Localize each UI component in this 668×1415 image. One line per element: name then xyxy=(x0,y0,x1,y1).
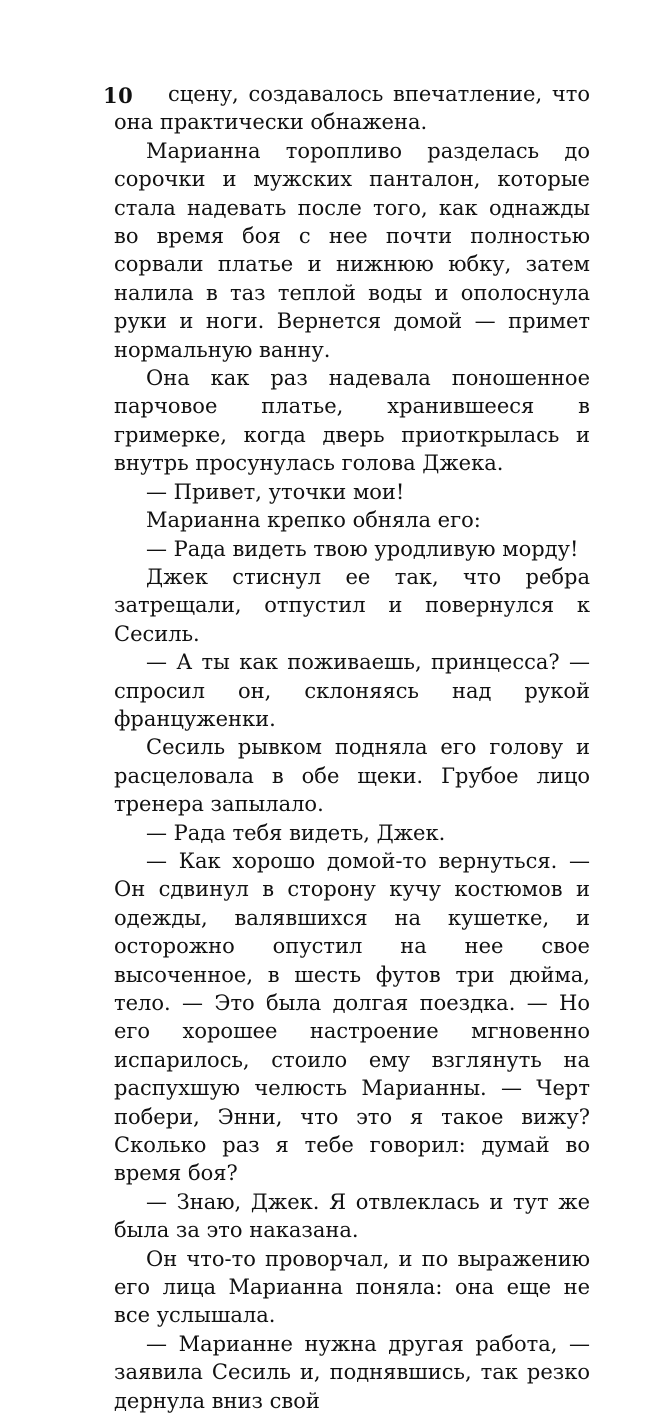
paragraph: Джек стиснул ее так, что ребра затрещали, отпустил и повернулся к Сесиль. xyxy=(114,564,590,646)
paragraph: — Марианне нужна другая работа, — заявила Сесиль и, поднявшись, так резко дернула вниз свой xyxy=(114,1331,590,1413)
paragraph: сцену, создавалось впечатление, что она практически обнажена. xyxy=(114,82,590,135)
paragraph: — Знаю, Джек. Я отвлеклась и тут же была за это наказана. xyxy=(114,1189,590,1243)
paragraph: Марианна торопливо разделась до сорочки и мужских панталон, которые стала надевать после того, как однажды во время боя с нее почти полностью сорвали платье и нижнюю юбку, затем налила в таз теплой воды и ополоснула руки и ноги. Вернется домой — примет нормальную ванну. xyxy=(114,138,590,362)
paragraph: — Привет, уточки мои! xyxy=(146,479,405,504)
body-text xyxy=(114,80,590,1415)
paragraph: — Рада видеть твою уродливую морду! xyxy=(146,536,579,561)
paragraph: Она как раз надевала поношенное парчовое платье, хранившееся в гримерке, когда дверь приоткрылась и внутрь просунулась голова Джека. xyxy=(114,366,590,476)
paragraph: Марианна крепко обняла его: xyxy=(146,508,481,533)
page-number: 10 xyxy=(103,83,134,108)
paragraph: — Как хорошо домой-то вернуться. — Он сдвинул в сторону кучу костюмов и одежды, валявшихся на кушетке, и осторожно опустил на нее свое высоченное, в шесть футов три дюйма, тело. — Это была долгая поездка. — Но его хорошее настроение мгновенно испарилось, стоило ему взглянуть на распухшую челюсть Марианны. — Черт побери, Энни, что это я такое вижу? Сколько раз я тебе говорил: думай во время боя? xyxy=(114,848,590,1186)
paragraph: Он что-то проворчал, и по выражению его лица Марианна поняла: она еще не все услышала. xyxy=(114,1246,590,1328)
paragraph: — Рада тебя видеть, Джек. xyxy=(146,820,446,845)
paragraph: — А ты как поживаешь, принцесса? — спросил он, склоняясь над рукой француженки. xyxy=(114,650,590,731)
paragraph: Сесиль рывком подняла его голову и расцеловала в обе щеки. Грубое лицо тренера запылало. xyxy=(114,735,590,817)
